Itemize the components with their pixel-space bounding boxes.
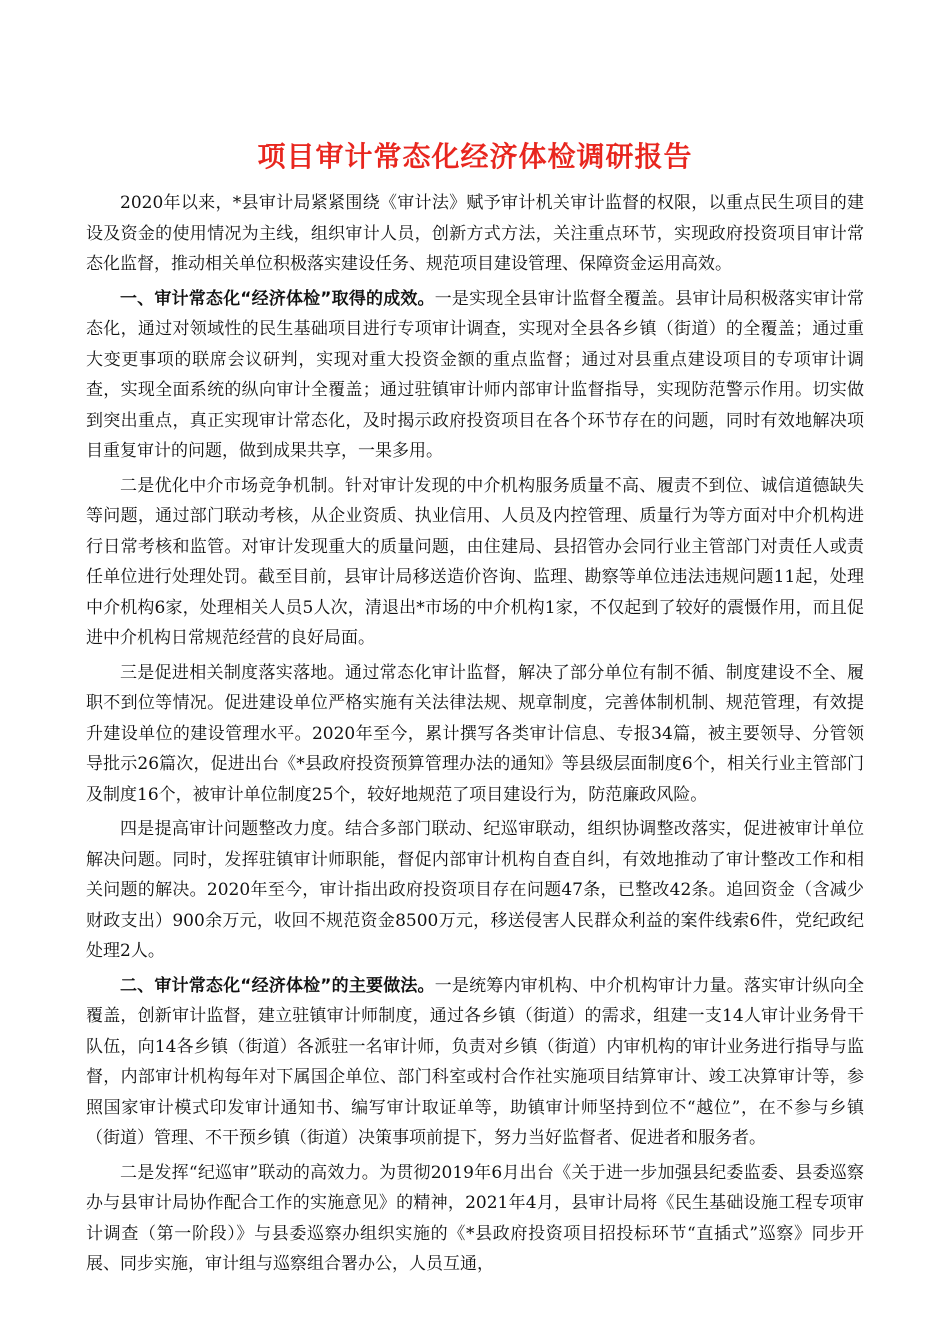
document-title: 项目审计常态化经济体检调研报告 (257, 140, 693, 173)
paragraph-text: 二是优化中介市场竞争机制。针对审计发现的中介机构服务质量不高、履责不到位、诚信道德缺失等问题，通过部门联动考核，从企业资质、执业信用、人员及内控管理、质量行为等方面对中介机构进行日常考核和监管。对审计发现重大的质量问题，由住建局、县招管办会同行业主管部门对责任人或责任单位进行处理处罚。截至目前，县审计局移送造价咨询、监理、勘察等单位违法违规问题11起，处理中介机构6家，处理相关人员5人次，清退出*市场的中介机构1家，不仅起到了较好的震慑作用，而且促进中介机构日常规范经营的良好局面。 (86, 475, 864, 648)
paragraph-item (86, 658, 864, 811)
paragraph-text: 2020年以来，*县审计局紧紧围绕《审计法》赋予审计机关审计监督的权限，以重点民生项目的建设及资金的使用情况为主线，组织审计人员，创新方式方法，关注重点环节，实现政府投资项目审计常态化监督，推动相关单位积极落实建设任务、规范项目建设管理、保障资金运用高效。 (86, 193, 864, 274)
paragraph-text: 二是发挥“纪巡审”联动的高效力。为贯彻2019年6月出台《关于进一步加强县纪委监委、县委巡察办与县审计局协作配合工作的实施意见》的精神，2021年4月，县审计局将《民生基础设施工程专项审计调查（第一阶段）》与县委巡察办组织实施的《*县政府投资项目招投标环节“直插式”巡察》同步开展、同步实施，审计组与巡察组合署办公，人员互通， (86, 1162, 864, 1274)
paragraph-item (86, 1158, 864, 1280)
paragraph-text: 一是统筹内审机构、中介机构审计力量。落实审计纵向全覆盖，创新审计监督，建立驻镇审计师制度，通过各乡镇（街道）的需求，组建一支14人审计业务骨干队伍，向14各乡镇（街道）各派驻一名审计师，负责对乡镇（街道）内审机构的审计业务进行指导与监督，内部审计机构每年对下属国企单位、部门科室或村合作社实施项目结算审计、竣工决算审计等，参照国家审计模式印发审计通知书、编写审计取证单等，助镇审计师坚持到位不“越位”，在不参与乡镇（街道）管理、不干预乡镇（街道）决策事项前提下，努力当好监督者、促进者和服务者。 (86, 975, 864, 1148)
paragraph-section-1 (86, 284, 864, 467)
paragraph-text: 三是促进相关制度落实落地。通过常态化审计监督，解决了部分单位有制不循、制度建设不全、履职不到位等情况。促进建设单位严格实施有关法律法规、规章制度，完善体制机制、规范管理，有效提升建设单位的建设管理水平。2020年至今，累计撰写各类审计信息、专报34篇，被主要领导、分管领导批示26篇次，促进出台《*县政府投资预算管理办法的通知》等县级层面制度6个，相关行业主管部门及制度16个，被审计单位制度25个，较好地规范了项目建设行为，防范廉政风险。 (86, 662, 864, 805)
paragraph-text: 四是提高审计问题整改力度。结合多部门联动、纪巡审联动，组织协调整改落实，促进被审计单位解决问题。同时，发挥驻镇审计师职能，督促内部审计机构自查自纠，有效地推动了审计整改工作和相关问题的解决。2020年至今，审计指出政府投资项目存在问题47条，已整改42条。追回资金（含减少财政支出）900余万元，收回不规范资金8500万元，移送侵害人民群众利益的案件线索6件，党纪政纪处理2人。 (86, 819, 864, 961)
paragraph-item (86, 814, 864, 967)
paragraph-section-2 (86, 971, 864, 1154)
paragraph-text: 一是实现全县审计监督全覆盖。县审计局积极落实审计常态化，通过对领域性的民生基础项目进行专项审计调查，实现对全县各乡镇（街道）的全覆盖；通过重大变更事项的联席会议研判，实现对重大投资金额的重点监督；通过对县重点建设项目的专项审计调查，实现全面系统的纵向审计全覆盖；通过驻镇审计师内部审计监督指导，实现防范警示作用。切实做到突出重点，真正实现审计常态化，及时揭示政府投资项目在各个环节存在的问题，同时有效地解决项目重复审计的问题，做到成果共享，一果多用。 (86, 288, 864, 461)
section-heading: 二、审计常态化“经济体检”的主要做法。 (120, 975, 435, 996)
section-heading: 一、审计常态化“经济体检”取得的成效。 (120, 288, 435, 309)
paragraph-item (86, 471, 864, 654)
paragraph-intro (86, 188, 864, 280)
